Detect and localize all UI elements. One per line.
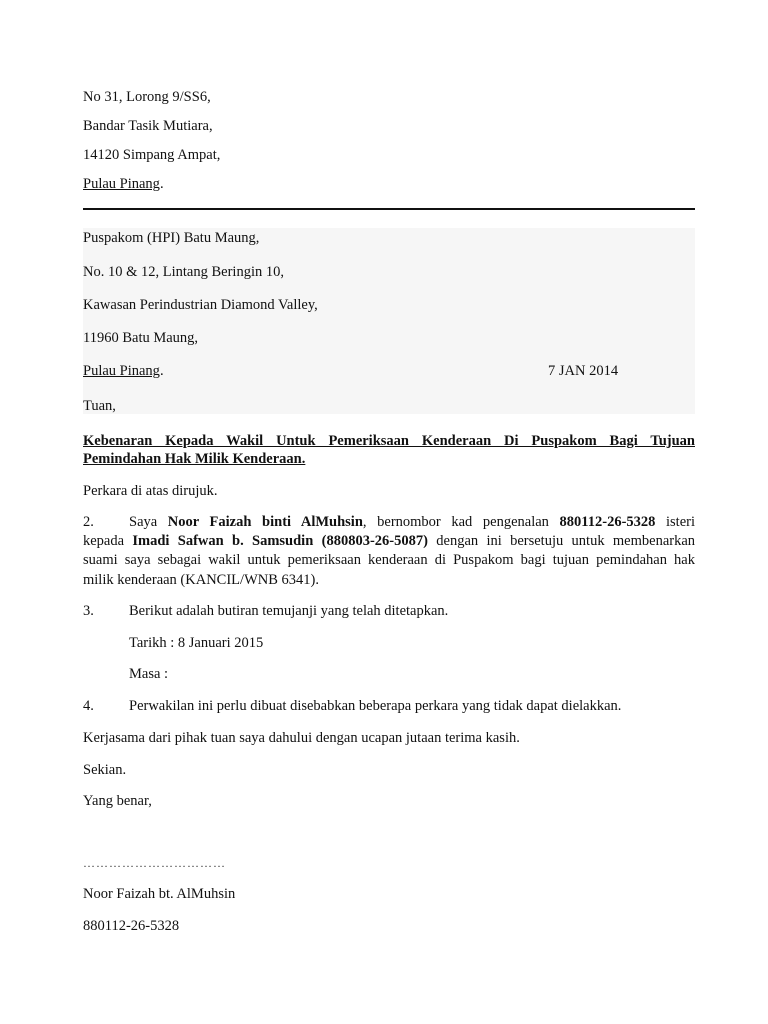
sender-address-line2: Bandar Tasik Mutiara, [83,118,213,134]
reference-line: Perkara di atas dirujuk. [83,483,218,499]
closing-sekian: Sekian. [83,762,127,778]
para4-number: 4. [83,698,94,714]
para2-text3: dengan ini bersetuju untuk membenarkan [436,533,696,549]
sender-address-line1: No 31, Lorong 9/SS6, [83,89,211,105]
sender-address-line3: 14120 Simpang Ampat, [83,147,221,163]
para2-text2: isteri [666,514,696,530]
sender-state [83,175,164,193]
recipient-block-background [83,228,695,414]
para2-line3: suami saya sebagai wakil untuk pemeriksaan kenderaan di Puspakom bagi tujuan pemindahan hak [83,552,695,568]
para3-number: 3. [83,603,94,619]
signatory-ic: 880112-26-5328 [83,918,180,934]
para2-line2 [83,532,695,550]
recipient-line4: 11960 Batu Maung, [83,330,199,346]
para2-name: Noor Faizah binti AlMuhsin [167,514,363,530]
closing-thanks: Kerjasama dari pihak tuan saya dahului dengan ucapan jutaan terima kasih. [83,730,520,746]
closing-yang-benar: Yang benar, [83,793,152,809]
para3-text: Berikut adalah butiran temujanji yang telah ditetapkan. [129,603,449,619]
appointment-time: Masa : [129,666,169,682]
para2-kepada: kepada [83,533,125,549]
recipient-state-name: Pulau Pinang [83,363,160,379]
recipient-line2: No. 10 & 12, Lintang Beringin 10, [83,264,284,280]
para2-number: 2. [83,514,94,530]
recipient-state-suffix: . [159,363,164,379]
para2-line1 [129,513,695,531]
para2-saya: Saya [129,514,158,530]
letter-date: 7 JAN 2014 [548,363,619,379]
para2-text1: , bernombor kad pengenalan [362,514,549,530]
subject-line2: Pemindahan Hak Milik Kenderaan. [83,451,306,467]
signature-line: …………………………… [83,856,226,870]
recipient-state [83,362,164,380]
para2-husband: Imadi Safwan b. Samsudin [132,533,314,549]
sender-state-suffix: . [159,176,164,192]
recipient-line3: Kawasan Perindustrian Diamond Valley, [83,297,318,313]
para4-text: Perwakilan ini perlu dibuat disebabkan beberapa perkara yang tidak dapat dielakkan. [129,698,622,714]
recipient-line1: Puspakom (HPI) Batu Maung, [83,230,260,246]
para2-husband-ic: (880803-26-5087) [321,533,428,549]
sender-state-name: Pulau Pinang [83,176,160,192]
appointment-date: Tarikh : 8 Januari 2015 [129,635,264,651]
signatory-name: Noor Faizah bt. AlMuhsin [83,886,236,902]
header-divider [83,208,695,210]
subject-line1: Kebenaran Kepada Wakil Untuk Pemeriksaan Kenderaan Di Puspakom Bagi Tujuan [83,433,695,449]
para2-ic: 880112-26-5328 [559,514,656,530]
para2-line4: milik kenderaan (KANCIL/WNB 6341). [83,572,319,588]
salutation: Tuan, [83,398,116,414]
